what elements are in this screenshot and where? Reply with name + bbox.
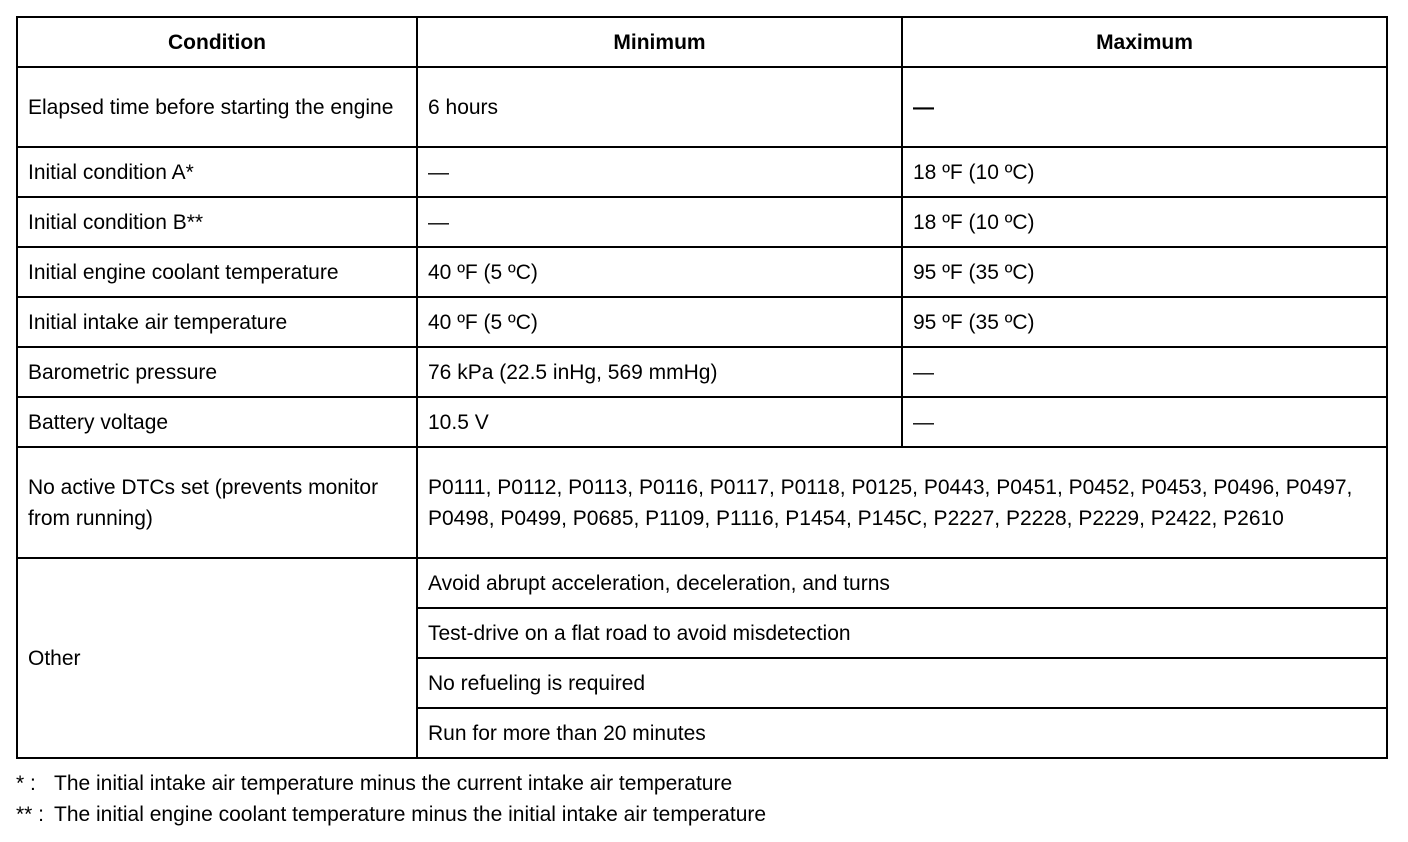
other-item-cell: Run for more than 20 minutes (417, 708, 1387, 758)
other-condition-cell: Other (17, 558, 417, 758)
maximum-cell: 95 ºF (35 ºC) (902, 247, 1387, 297)
condition-cell: Elapsed time before starting the engine (17, 67, 417, 147)
footnote-mark: * : (16, 772, 36, 795)
header-maximum: Maximum (902, 17, 1387, 67)
condition-cell: Initial condition A* (17, 147, 417, 197)
minimum-cell: 6 hours (417, 67, 902, 147)
dtc-condition-cell: No active DTCs set (prevents monitor from running) (17, 447, 417, 558)
header-minimum: Minimum (417, 17, 902, 67)
table-row (17, 197, 1387, 247)
footnote (16, 799, 766, 830)
other-item-cell: No refueling is required (417, 658, 1387, 708)
condition-cell: Barometric pressure (17, 347, 417, 397)
table-row (17, 67, 1387, 147)
condition-cell: Battery voltage (17, 397, 417, 447)
table-header-row (17, 17, 1387, 67)
maximum-cell: — (902, 397, 1387, 447)
other-item-cell: Avoid abrupt acceleration, deceleration, and turns (417, 558, 1387, 608)
maximum-cell: — (902, 347, 1387, 397)
dtc-list-cell: P0111, P0112, P0113, P0116, P0117, P0118, P0125, P0443, P0451, P0452, P0453, P0496, P0497, P0498, P0499, P0685, P1109, P1116, P1454, P145C, P2227, P2228, P2229, P2422, P2610 (417, 447, 1387, 558)
minimum-cell: — (417, 197, 902, 247)
footnote-mark: ** : (16, 803, 45, 826)
footnote (16, 768, 766, 799)
minimum-cell: 40 ºF (5 ºC) (417, 297, 902, 347)
footnotes (16, 768, 766, 830)
maximum-cell: 18 ºF (10 ºC) (902, 197, 1387, 247)
table-row (17, 297, 1387, 347)
maximum-cell: 18 ºF (10 ºC) (902, 147, 1387, 197)
minimum-cell: 76 kPa (22.5 inHg, 569 mmHg) (417, 347, 902, 397)
condition-cell: Initial engine coolant temperature (17, 247, 417, 297)
footnote-text: The initial engine coolant temperature minus the initial intake air temperature (54, 803, 767, 826)
header-condition: Condition (17, 17, 417, 67)
maximum-cell: 95 ºF (35 ºC) (902, 297, 1387, 347)
dtc-row (17, 447, 1387, 558)
condition-cell: Initial condition B** (17, 197, 417, 247)
footnote-text: The initial intake air temperature minus the current intake air temperature (54, 772, 733, 795)
minimum-cell: 10.5 V (417, 397, 902, 447)
conditions-table (16, 16, 1388, 759)
table-row (17, 397, 1387, 447)
condition-cell: Initial intake air temperature (17, 297, 417, 347)
minimum-cell: 40 ºF (5 ºC) (417, 247, 902, 297)
table-row (17, 247, 1387, 297)
other-row (17, 558, 1387, 608)
maximum-cell: — (902, 67, 1387, 147)
table-row (17, 147, 1387, 197)
other-item-cell: Test-drive on a flat road to avoid misdetection (417, 608, 1387, 658)
table-row (17, 347, 1387, 397)
minimum-cell: — (417, 147, 902, 197)
